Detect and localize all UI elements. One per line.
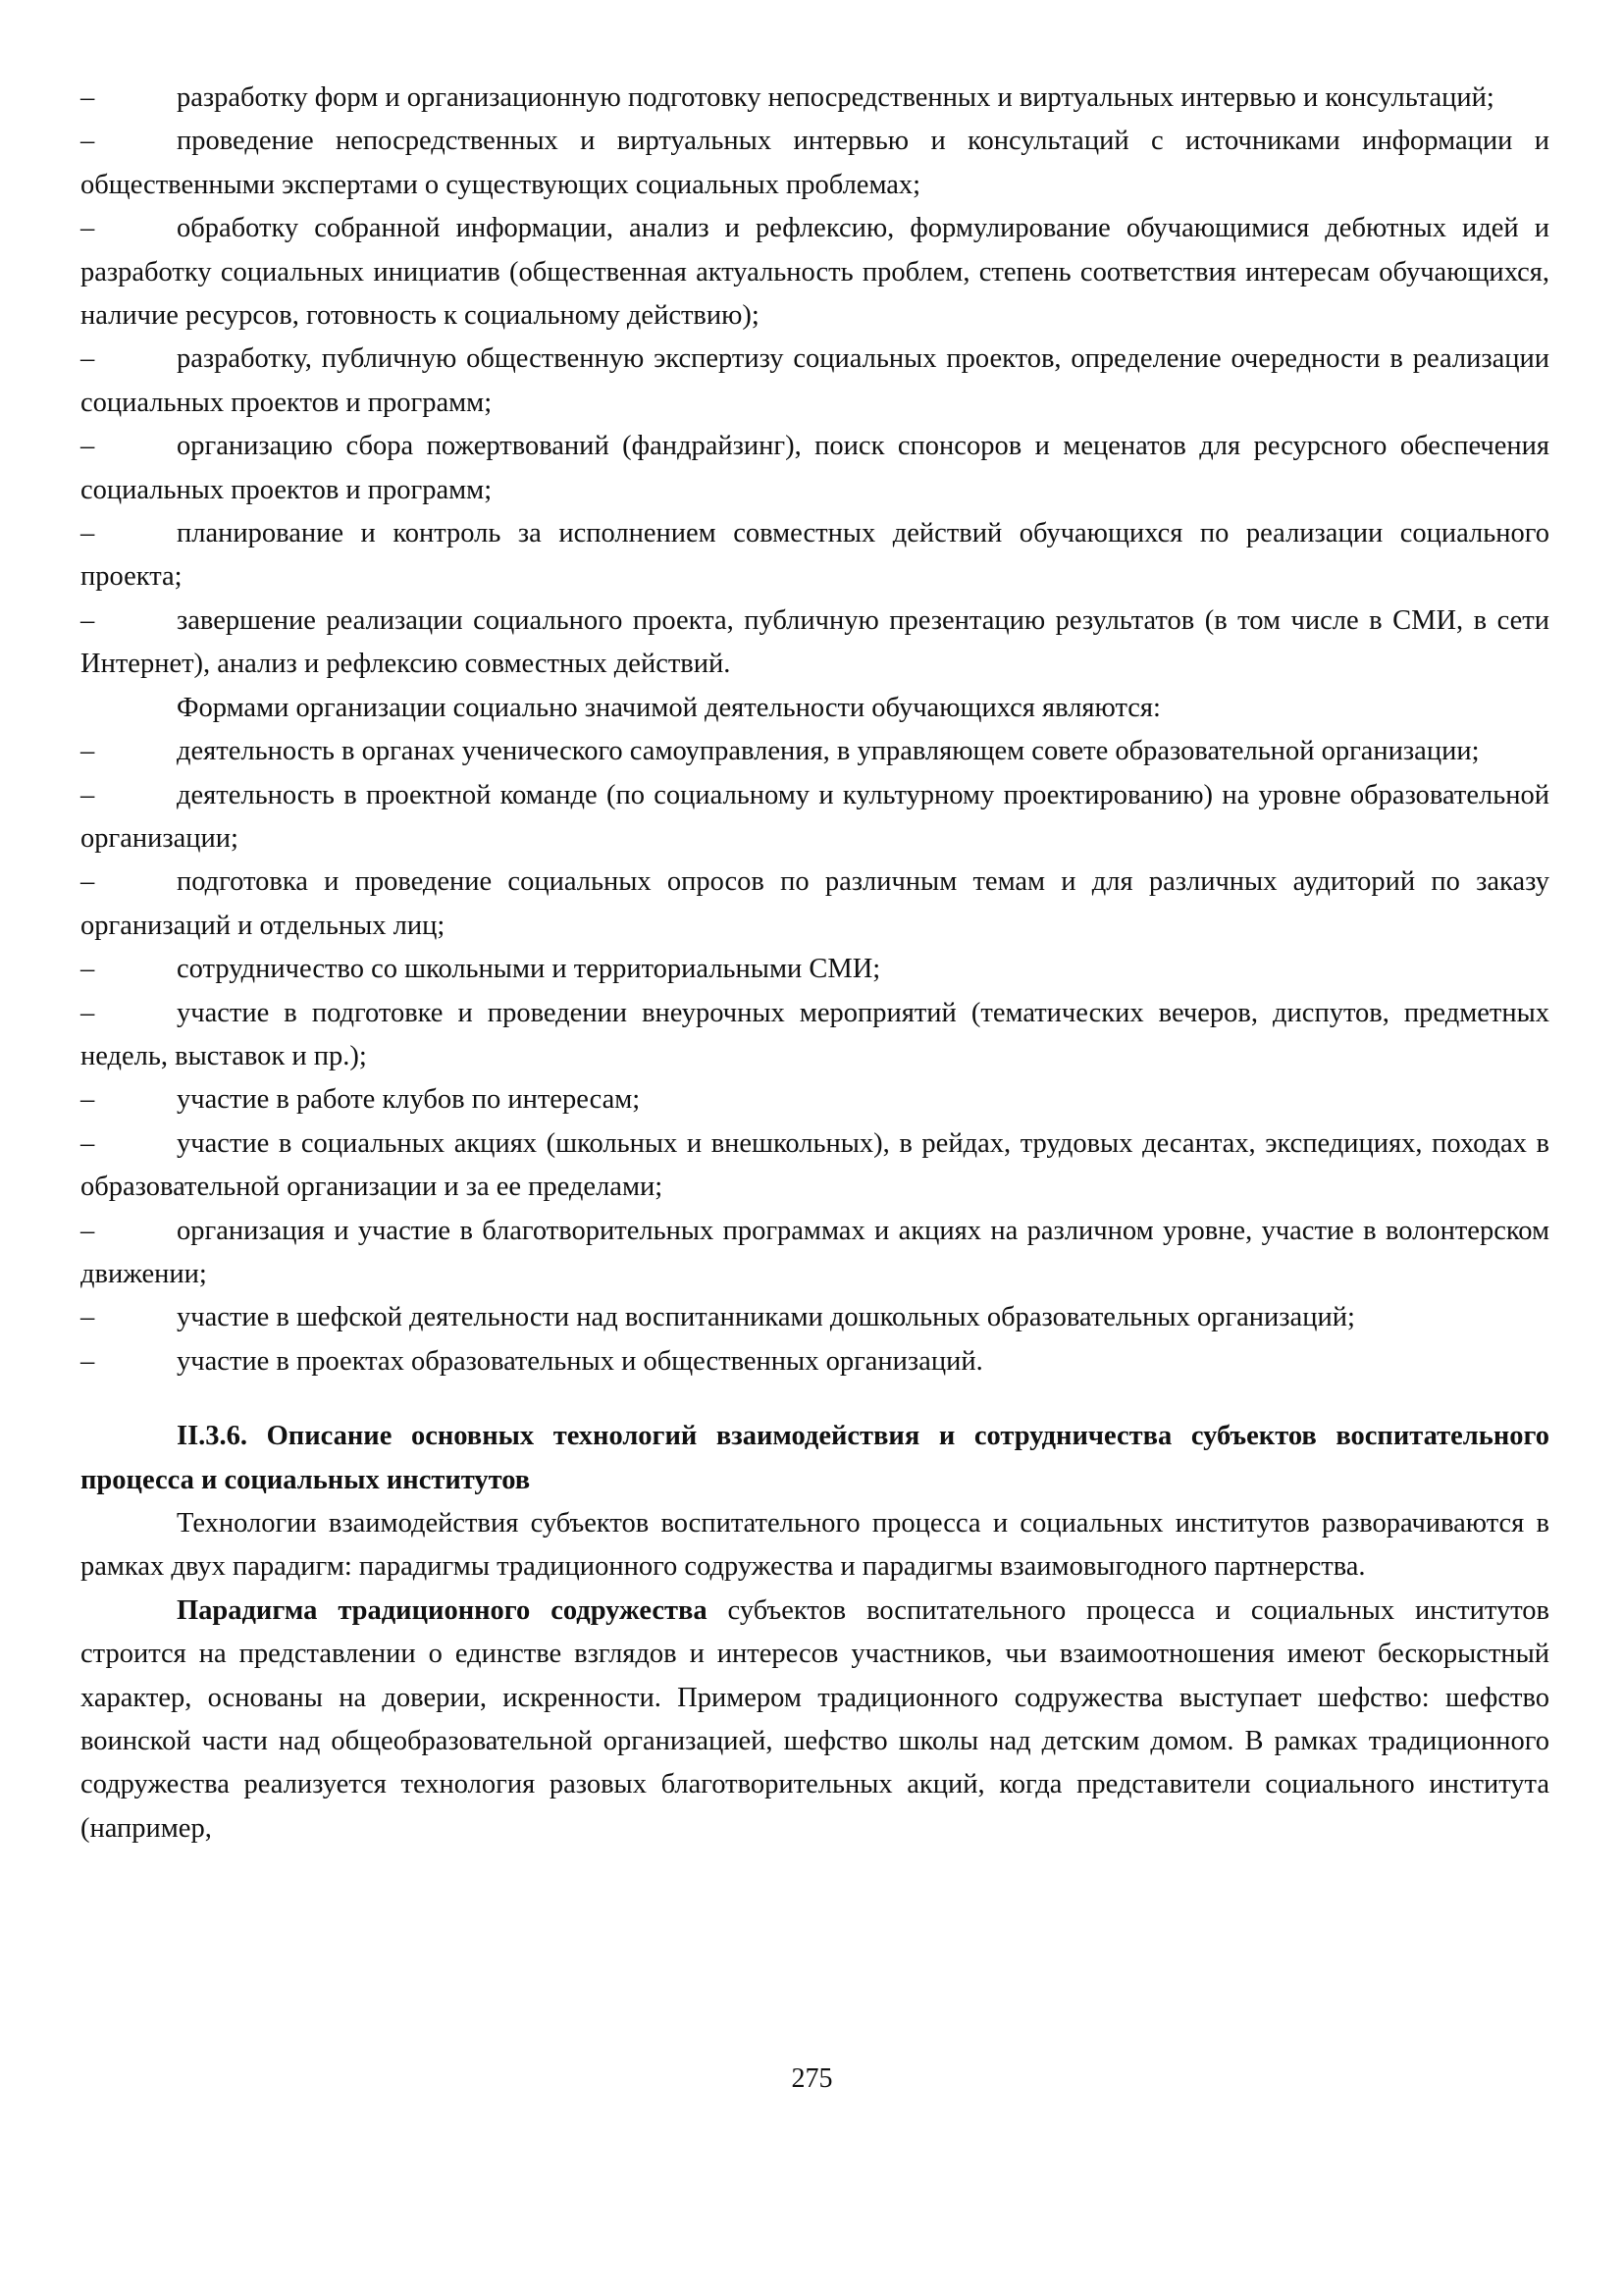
list-item	[80, 338, 1549, 425]
list-item	[80, 1296, 1549, 1339]
list-item	[80, 120, 1549, 207]
list-dash: –	[80, 431, 95, 462]
list-dash: –	[80, 604, 95, 636]
list-item-text: участие в социальных акциях (школьных и внешкольных), в рейдах, трудовых десантах, экспедициях, походах в образовательной организации и за ее пределами;	[80, 1127, 1549, 1203]
list-item-text: деятельность в органах ученического самоуправления, в управляющем совете образовательной организации;	[177, 736, 1480, 767]
list-item	[80, 992, 1549, 1079]
list-item	[80, 207, 1549, 338]
list-item-text: организация и участие в благотворительных программах и акциях на различном уровне, участие в волонтерском движении;	[80, 1215, 1549, 1289]
list-dash: –	[80, 1127, 95, 1159]
list-dash: –	[80, 1302, 95, 1333]
list-item	[80, 730, 1549, 773]
list-item-text: участие в шефской деятельности над воспитанниками дошкольных образовательных организаций;	[177, 1302, 1355, 1333]
list-item-text: деятельность в проектной команде (по социальному и культурному проектированию) на уровне образовательной организации;	[80, 779, 1549, 854]
list-item-text: разработку, публичную общественную экспертизу социальных проектов, определение очередности в реализации социальных проектов и программ;	[80, 343, 1549, 418]
list-item	[80, 1078, 1549, 1121]
list-item-text: планирование и контроль за исполнением совместных действий обучающихся по реализации социального проекта;	[80, 518, 1549, 593]
paradigm-term: Парадигма традиционного содружества	[177, 1594, 707, 1626]
list-item-text: проведение непосредственных и виртуальных интервью и консультаций с источниками информации и общественными экспертами о существующих социальных проблемах;	[80, 126, 1549, 200]
activity-list	[80, 77, 1549, 687]
list-dash: –	[80, 82, 95, 113]
list-dash: –	[80, 1084, 95, 1116]
list-item	[80, 77, 1549, 120]
list-item	[80, 861, 1549, 948]
list-dash: –	[80, 518, 95, 549]
list-item-text: завершение реализации социального проекта, публичную презентацию результатов (в том числе в СМИ, в сети Интернет), анализ и рефлексию совместных действий.	[80, 604, 1549, 680]
list-item	[80, 948, 1549, 991]
paragraph-2-text: субъектов воспитательного процесса и социальных институтов строится на представлении о единстве взглядов и интересов участников, чьи взаимоотношения имеют бескорыстный характер, основаны на доверии, искренности. Примером традиционного содружества выступает шефство: шефство воинской части над общеобразовательной организацией, шефство школы над детским домом. В рамках традиционного содружества реализуется технология разовых благотворительных акций, когда представители социального института (например,	[80, 1594, 1549, 1844]
list-dash: –	[80, 1215, 95, 1246]
list-item	[80, 1210, 1549, 1297]
section-paragraph-1: Технологии взаимодействия субъектов воспитательного процесса и социальных институтов разворачиваются в рамках двух парадигм: парадигмы традиционного содружества и парадигмы взаимовыгодного партнерства.	[80, 1508, 1549, 1583]
forms-list	[80, 730, 1549, 1383]
list-item	[80, 1122, 1549, 1210]
list-item-text: участие в работе клубов по интересам;	[177, 1084, 641, 1116]
list-item-text: участие в подготовке и проведении внеурочных мероприятий (тематических вечеров, диспутов, предметных недель, выставок и пр.);	[80, 997, 1549, 1071]
list-dash: –	[80, 779, 95, 810]
list-dash: –	[80, 213, 95, 244]
list-item	[80, 600, 1549, 687]
section-paragraph-2	[80, 1590, 1549, 1851]
document-page	[80, 77, 1549, 1851]
section-heading: II.3.6. Описание основных технологий взаимодействия и сотрудничества субъектов воспитательного процесса и социальных институтов	[80, 1421, 1549, 1495]
list-item-text: разработку форм и организационную подготовку непосредственных и виртуальных интервью и консультаций;	[177, 82, 1494, 113]
list-dash: –	[80, 736, 95, 767]
list-item	[80, 425, 1549, 512]
list-item-text: подготовка и проведение социальных опросов по различным темам и для различных аудиторий по заказу организаций и отдельных лиц;	[80, 866, 1549, 941]
forms-intro-paragraph: Формами организации социально значимой деятельности обучающихся являются:	[177, 692, 1161, 723]
page-number: 275	[791, 2063, 833, 2094]
list-item	[80, 512, 1549, 600]
list-dash: –	[80, 866, 95, 898]
list-item-text: участие в проектах образовательных и общественных организаций.	[177, 1345, 983, 1377]
list-item	[80, 1340, 1549, 1383]
list-dash: –	[80, 997, 95, 1028]
list-item-text: сотрудничество со школьными и территориальными СМИ;	[177, 954, 881, 985]
list-item	[80, 774, 1549, 861]
list-item-text: организацию сбора пожертвований (фандрайзинг), поиск спонсоров и меценатов для ресурсного обеспечения социальных проектов и программ;	[80, 431, 1549, 505]
list-dash: –	[80, 1345, 95, 1377]
list-dash: –	[80, 343, 95, 375]
list-item-text: обработку собранной информации, анализ и рефлексию, формулирование обучающимися дебютных идей и разработку социальных инициатив (общественная актуальность проблем, степень соответствия интересам обучающихся, наличие ресурсов, готовность к социальному действию);	[80, 213, 1549, 332]
list-dash: –	[80, 954, 95, 985]
list-dash: –	[80, 126, 95, 157]
